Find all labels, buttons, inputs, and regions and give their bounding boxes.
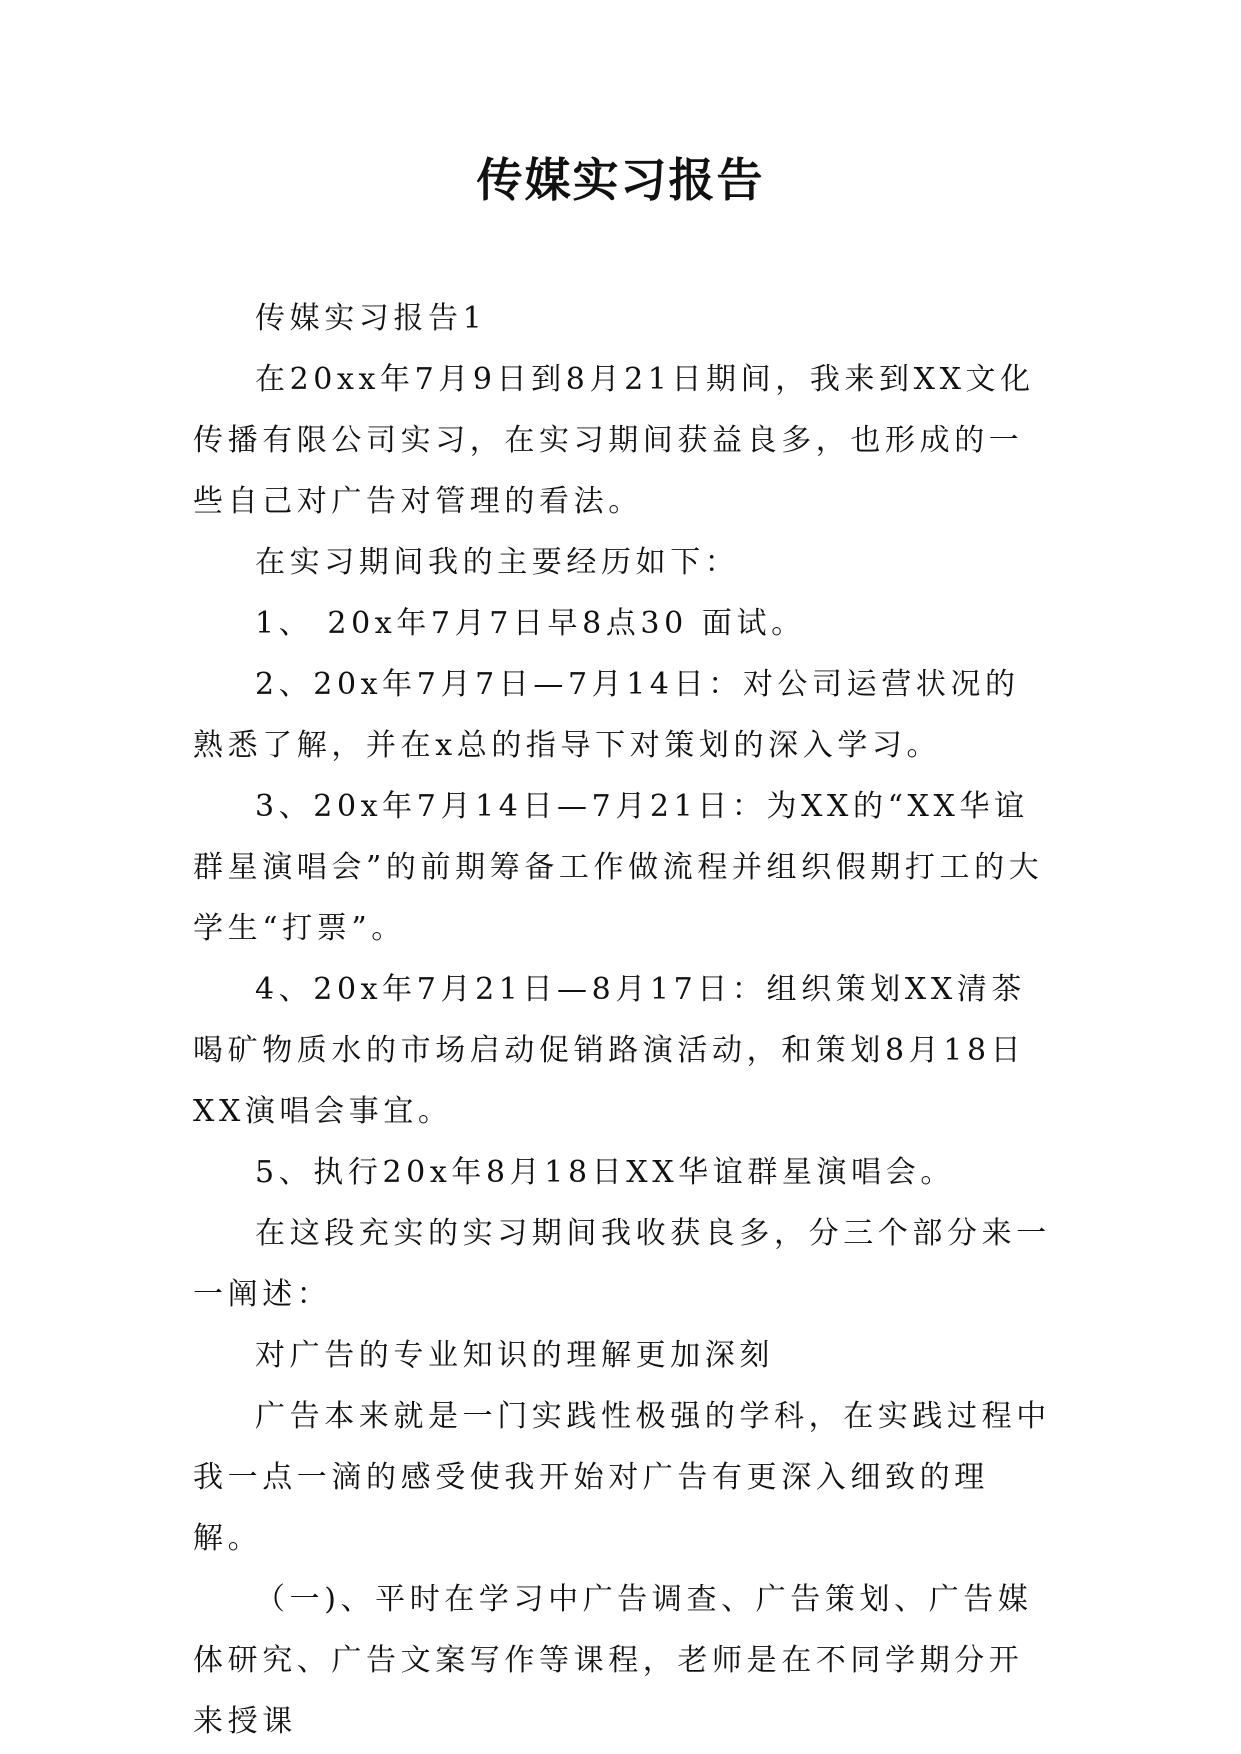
paragraph: 在20xx年7月9日到8月21日期间，我来到XX文化传播有限公司实习，在实习期间获益良多，也形成的一些自己对广告对管理的看法。 <box>193 362 1035 519</box>
document-title: 传媒实习报告 <box>476 153 765 207</box>
list-item: 4、20x年7月21日—8月17日：组织策划XX清茶喝矿物质水的市场启动促销路演活动，和策划8月18日XX演唱会事宜。 <box>193 972 1027 1129</box>
paragraph: （一)、平时在学习中广告调查、广告策划、广告媒体研究、广告文案写作等课程，老师是在不同学期分开来授课 <box>193 1582 1033 1739</box>
document-body <box>193 288 1051 1752</box>
paragraph: 在实习期间我的主要经历如下： <box>255 545 740 580</box>
subheading: 对广告的专业知识的理解更加深刻 <box>255 1338 774 1373</box>
list-item: 5、执行20x年8月18日XX华谊群星演唱会。 <box>255 1155 955 1190</box>
list-item: 3、20x年7月14日—7月21日：为XX的“XX华谊群星演唱会”的前期筹备工作做流程并组织假期打工的大学生“打票”。 <box>193 789 1044 946</box>
section-heading: 传媒实习报告1 <box>255 301 487 336</box>
paragraph: 在这段充实的实习期间我收获良多，分三个部分来一一阐述： <box>193 1216 1051 1312</box>
paragraph: 广告本来就是一门实践性极强的学科，在实践过程中我一点一滴的感受使我开始对广告有更深入细致的理解。 <box>193 1399 1051 1556</box>
list-item: 1、 20x年7月7日早8点30 面试。 <box>255 606 806 641</box>
list-item: 2、20x年7月7日—7月14日：对公司运营状况的熟悉了解，并在x总的指导下对策划的深入学习。 <box>193 667 1020 763</box>
